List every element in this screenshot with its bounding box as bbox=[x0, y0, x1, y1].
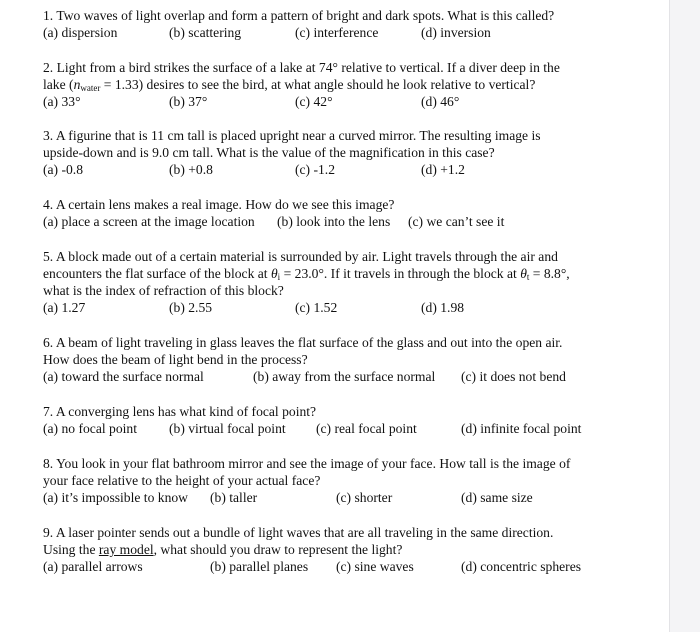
page-edge bbox=[669, 0, 700, 632]
option-a[interactable]: (a) it’s impossible to know bbox=[43, 490, 188, 505]
question-stem: upside-down and is 9.0 cm tall. What is the value of the magnification in this case? bbox=[43, 145, 495, 160]
option-d[interactable]: (d) 46° bbox=[421, 94, 460, 109]
option-d[interactable]: (d) 1.98 bbox=[421, 300, 465, 315]
option-a[interactable]: (a) 33° bbox=[43, 94, 81, 109]
question-stem: 9. A laser pointer sends out a bundle of light waves that are all traveling in the same direction. bbox=[43, 525, 554, 540]
question-stem: How does the beam of light bend in the process? bbox=[43, 352, 308, 367]
option-d[interactable]: (d) +1.2 bbox=[421, 162, 465, 177]
question-stem: 4. A certain lens makes a real image. How do we see this image? bbox=[43, 197, 395, 212]
option-c[interactable]: (c) interference bbox=[295, 25, 379, 40]
option-b[interactable]: (b) virtual focal point bbox=[169, 421, 286, 436]
option-a[interactable]: (a) toward the surface normal bbox=[43, 369, 204, 384]
option-c[interactable]: (c) sine waves bbox=[336, 559, 414, 574]
option-b[interactable]: (b) look into the lens bbox=[277, 214, 391, 229]
question-stem: 1. Two waves of light overlap and form a pattern of bright and dark spots. What is this called? bbox=[43, 8, 555, 23]
option-b[interactable]: (b) 37° bbox=[169, 94, 208, 109]
option-c[interactable]: (c) real focal point bbox=[316, 421, 417, 436]
option-b[interactable]: (b) scattering bbox=[169, 25, 242, 40]
option-b[interactable]: (b) away from the surface normal bbox=[253, 369, 436, 384]
question-stem: encounters the flat surface of the block at $\theta_i = 23.0^\circ$. If it travels in through the block at $\theta_t = 8.8^\circ$, bbox=[43, 266, 570, 282]
question-stem: 2. Light from a bird strikes the surface of a lake at 74° relative to vertical. If a diver deep in the bbox=[43, 60, 560, 75]
question-stem: Using the ray model, what should you draw to represent the light? bbox=[43, 542, 403, 557]
question-stem: your face relative to the height of your actual face? bbox=[43, 473, 321, 488]
option-c[interactable]: (c) shorter bbox=[336, 490, 393, 505]
option-b[interactable]: (b) taller bbox=[210, 490, 258, 505]
option-b[interactable]: (b) 2.55 bbox=[169, 300, 213, 315]
option-c[interactable]: (c) it does not bend bbox=[461, 369, 566, 384]
option-d[interactable]: (d) concentric spheres bbox=[461, 559, 582, 574]
question-stem: 7. A converging lens has what kind of focal point? bbox=[43, 404, 317, 419]
question-stem: lake $(n_{water} = 1.33)$ desires to see the bird, at what angle should he look relative to vertical? bbox=[43, 77, 536, 93]
option-c[interactable]: (c) 1.52 bbox=[295, 300, 338, 315]
question-stem: what is the index of refraction of this block? bbox=[43, 283, 284, 298]
option-b[interactable]: (b) parallel planes bbox=[210, 559, 309, 574]
option-a[interactable]: (a) -0.8 bbox=[43, 162, 84, 177]
question-stem: 3. A figurine that is 11 cm tall is placed upright near a curved mirror. The resulting image is bbox=[43, 128, 541, 143]
option-c[interactable]: (c) 42° bbox=[295, 94, 333, 109]
option-d[interactable]: (d) inversion bbox=[421, 25, 491, 40]
option-a[interactable]: (a) 1.27 bbox=[43, 300, 86, 315]
option-a[interactable]: (a) dispersion bbox=[43, 25, 118, 40]
ray-model-term: ray model bbox=[98, 542, 154, 557]
option-a[interactable]: (a) parallel arrows bbox=[43, 559, 143, 574]
option-a[interactable]: (a) no focal point bbox=[43, 421, 137, 436]
question-stem: 6. A beam of light traveling in glass leaves the flat surface of the glass and out into the open air. bbox=[43, 335, 563, 350]
option-a[interactable]: (a) place a screen at the image location bbox=[43, 214, 255, 229]
question-stem: 5. A block made out of a certain material is surrounded by air. Light travels through the air and bbox=[43, 249, 558, 264]
option-c[interactable]: (c) -1.2 bbox=[295, 162, 336, 177]
option-b[interactable]: (b) +0.8 bbox=[169, 162, 213, 177]
option-c[interactable]: (c) we can’t see it bbox=[408, 214, 505, 229]
question-stem: 8. You look in your flat bathroom mirror and see the image of your face. How tall is the image of bbox=[43, 456, 571, 471]
option-d[interactable]: (d) same size bbox=[461, 490, 533, 505]
option-d[interactable]: (d) infinite focal point bbox=[461, 421, 582, 436]
